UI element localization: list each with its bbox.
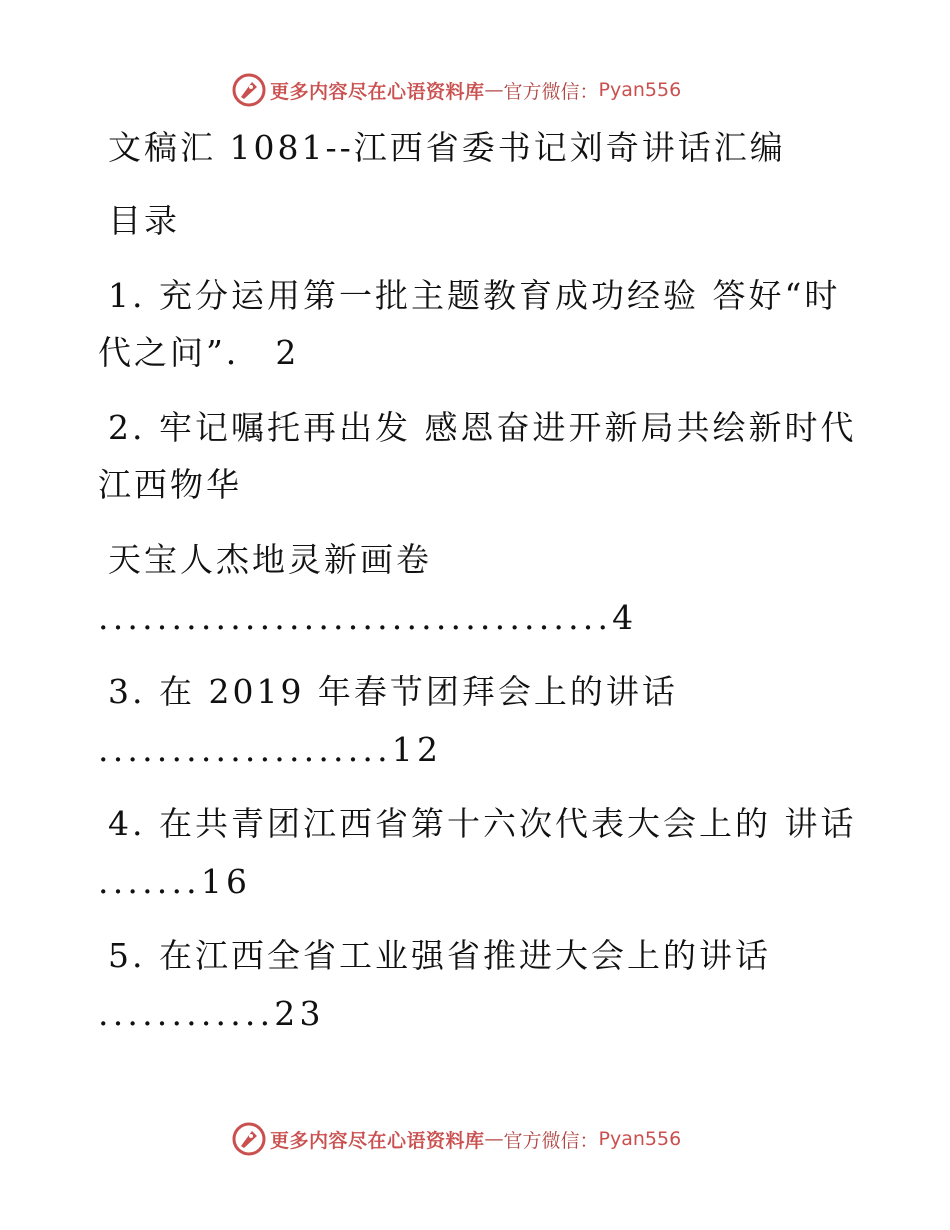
toc-entry-2-line-1: 2. 牢记嘱托再出发 感恩奋进开新局共绘新时代 <box>108 408 857 447</box>
toc-entry-5-leader: ............23 <box>98 994 325 1033</box>
toc-entry-4-leader: .......16 <box>98 862 252 901</box>
pen-nib-logo-icon <box>232 73 266 107</box>
toc-entry-3-line-1: 3. 在 2019 年春节团拜会上的讲话 <box>108 672 678 711</box>
toc-heading: 目录 <box>108 201 180 240</box>
toc-entry-1-line-1: 1. 充分运用第一批主题教育成功经验 答好“时 <box>108 276 841 315</box>
toc-entry-1-line-2: 代之问”． 2 <box>98 333 300 372</box>
watermark-text: 更多内容尽在心语资料库 <box>270 1129 485 1152</box>
toc-entry-2-line-2: 江西物华 <box>98 465 242 504</box>
watermark-text: 更多内容尽在心语资料库 <box>270 80 485 103</box>
toc-entry-2-leader: ...................................4 <box>98 598 638 637</box>
toc-entry-5-line-1: 5. 在江西全省工业强省推进大会上的讲话 <box>108 936 771 975</box>
watermark-label: 官方微信： <box>503 80 599 103</box>
watermark-label: 官方微信： <box>503 1129 599 1152</box>
watermark-wechat-id: Pyan556 <box>598 1128 682 1150</box>
pen-nib-logo-icon <box>232 1122 266 1156</box>
watermark-wechat-id: Pyan556 <box>598 79 682 101</box>
toc-entry-3-leader: ....................12 <box>98 730 443 769</box>
toc-entry-4-line-1: 4. 在共青团江西省第十六次代表大会上的 讲话 <box>108 804 857 843</box>
watermark-banner-top <box>232 72 681 108</box>
toc-entry-2-line-3: 天宝人杰地灵新画卷 <box>108 540 432 579</box>
document-title: 文稿汇 1081--江西省委书记刘奇讲话汇编 <box>108 128 786 167</box>
watermark-banner-bottom <box>232 1121 681 1157</box>
watermark-separator: — <box>484 79 504 101</box>
watermark-separator: — <box>484 1128 504 1150</box>
